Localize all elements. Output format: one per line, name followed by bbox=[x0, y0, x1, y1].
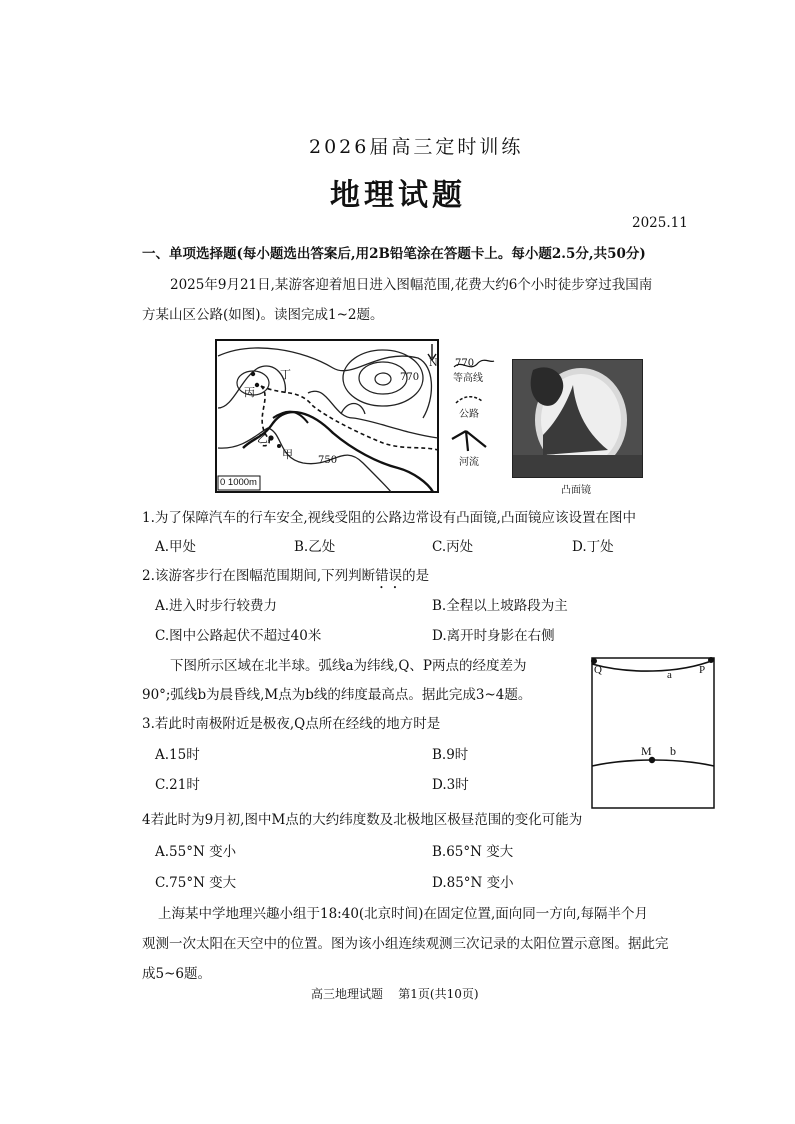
point-label-yi: 乙 bbox=[257, 432, 268, 445]
point-label-ding: 丁 bbox=[280, 368, 291, 381]
q3-option-d[interactable]: D.3时 bbox=[432, 777, 469, 793]
point-label-p: P bbox=[699, 664, 706, 676]
contour-map-figure bbox=[213, 338, 443, 495]
q4-option-a[interactable]: A.55°N 变小 bbox=[155, 844, 237, 860]
arc-label-b: b bbox=[670, 744, 676, 758]
q2-option-c[interactable]: C.图中公路起伏不超过40米 bbox=[155, 628, 322, 644]
q4-option-c[interactable]: C.75°N 变大 bbox=[155, 875, 237, 891]
q2-stem-pre: 2.该游客步行在图幅范围期间,下列判断 bbox=[142, 568, 376, 584]
q2-stem-emphasis: 错误 bbox=[375, 568, 403, 584]
section-heading: 一、单项选择题(每小题选出答案后,用2B铅笔涂在答题卡上。每小题2.5分,共50分) bbox=[142, 246, 646, 262]
q2-option-b[interactable]: B.全程以上坡路段为主 bbox=[432, 598, 568, 614]
q1-option-c[interactable]: C.丙处 bbox=[432, 539, 474, 555]
page-title: 地理试题 bbox=[330, 178, 466, 213]
q1-option-a[interactable]: A.甲处 bbox=[155, 539, 197, 555]
scale-label: 0 1000m bbox=[220, 477, 257, 488]
passage1-line1: 2025年9月21日,某游客迎着旭日进入图幅范围,花费大约6个小时徒步穿过我国南 bbox=[170, 277, 653, 293]
q2-option-d[interactable]: D.离开时身影在右侧 bbox=[432, 628, 555, 644]
q1-option-d[interactable]: D.丁处 bbox=[572, 539, 614, 555]
q4-stem: 4若此时为9月初,图中M点的大约纬度数及北极地区极昼范围的变化可能为 bbox=[142, 812, 583, 828]
q4-option-b[interactable]: B.65°N 变大 bbox=[432, 844, 514, 860]
legend-river-label: 河流 bbox=[459, 457, 479, 468]
north-label: N bbox=[429, 358, 438, 369]
legend-road-label: 公路 bbox=[459, 409, 479, 420]
q1-stem: 1.为了保障汽车的行车安全,视线受阻的公路边常设有凸面镜,凸面镜应该设置在图中 bbox=[142, 510, 636, 526]
q3-option-a[interactable]: A.15时 bbox=[155, 747, 200, 763]
legend-contour-label: 等高线 bbox=[453, 373, 483, 384]
q3-stem: 3.若此时南极附近是极夜,Q点所在经线的地方时是 bbox=[142, 716, 441, 732]
passage3-line1: 上海某中学地理兴趣小组于18:40(北京时间)在固定位置,面向同一方向,每隔半个月 bbox=[158, 906, 649, 922]
legend-contour-value: 770 bbox=[455, 358, 475, 369]
point-label-q: Q bbox=[594, 664, 602, 676]
q2-stem-post: 的是 bbox=[402, 568, 430, 584]
passage2-line1: 下图所示区域在北半球。弧线a为纬线,Q、P两点的经度差为 bbox=[170, 658, 527, 674]
q3-option-c[interactable]: C.21时 bbox=[155, 777, 200, 793]
q3-option-b[interactable]: B.9时 bbox=[432, 747, 469, 763]
passage3-line2: 观测一次太阳在天空中的位置。图为该小组连续观测三次记录的太阳位置示意图。据此完 bbox=[142, 936, 669, 952]
passage1-line2: 方某山区公路(如图)。读图完成1~2题。 bbox=[142, 307, 384, 323]
q2-stem bbox=[142, 566, 429, 592]
exam-date: 2025.11 bbox=[632, 215, 688, 231]
photo-caption: 凸面镜 bbox=[561, 485, 591, 496]
page-footer: 高三地理试题 第1页(共10页) bbox=[311, 987, 479, 1001]
q2-option-a[interactable]: A.进入时步行较费力 bbox=[155, 598, 278, 614]
exam-subtitle: 2026届高三定时训练 bbox=[309, 136, 524, 158]
contour-label-770: 770 bbox=[400, 372, 420, 383]
contour-label-750: 750 bbox=[318, 455, 338, 466]
arc-label-a: a bbox=[667, 669, 672, 681]
passage3-line3: 成5~6题。 bbox=[142, 966, 211, 982]
point-label-jia: 甲 bbox=[282, 448, 293, 461]
q1-option-b[interactable]: B.乙处 bbox=[294, 539, 336, 555]
point-label-m: M bbox=[641, 744, 652, 758]
convex-mirror-photo bbox=[512, 359, 643, 478]
passage2-line2: 90°;弧线b为晨昏线,M点为b线的纬度最高点。据此完成3~4题。 bbox=[142, 687, 532, 703]
q4-option-d[interactable]: D.85°N 变小 bbox=[432, 875, 514, 891]
point-label-bing: 丙 bbox=[244, 386, 255, 399]
